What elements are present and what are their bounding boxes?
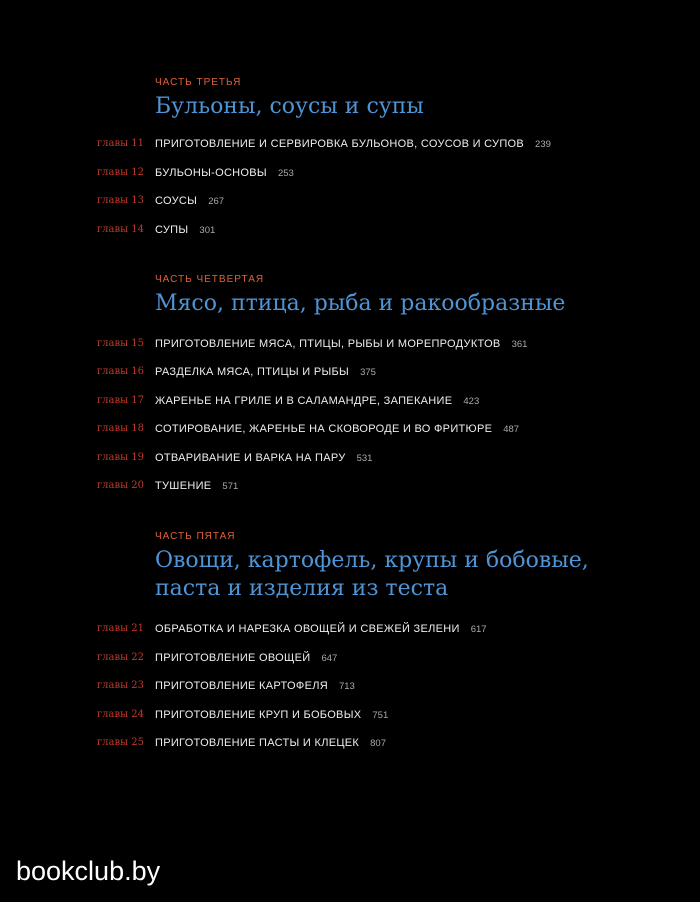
toc-entry[interactable] (0, 650, 700, 666)
chapter-number: главы 11 (96, 138, 144, 149)
part-title: Мясо, птица, рыба и ракообразные (155, 291, 566, 316)
toc-entry[interactable] (0, 336, 700, 352)
chapter-title: ПРИГОТОВЛЕНИЕ ОВОЩЕЙ 647 (155, 652, 338, 664)
page-number: 253 (277, 168, 294, 179)
page-number: 487 (503, 424, 520, 435)
chapter-title: ПРИГОТОВЛЕНИЕ ПАСТЫ И КЛЕЦЕК 807 (155, 737, 386, 749)
chapter-title: СОТИРОВАНИЕ, ЖАРЕНЬЕ НА СКОВОРОДЕ И ВО ФРИТЮРЕ 487 (155, 423, 520, 435)
page-number: 423 (463, 396, 480, 407)
chapter-title: ПРИГОТОВЛЕНИЕ КРУП И БОБОВЫХ 751 (155, 709, 389, 721)
chapter-number: главы 12 (96, 167, 144, 178)
chapter-number: главы 23 (96, 680, 144, 691)
toc-entry[interactable] (0, 621, 700, 637)
chapter-title: СОУСЫ 267 (155, 195, 225, 207)
toc-entry[interactable] (0, 222, 700, 238)
page-number: 361 (511, 339, 528, 350)
toc-entry[interactable] (0, 165, 700, 181)
toc-entry[interactable] (0, 478, 700, 494)
chapter-title: ПРИГОТОВЛЕНИЕ МЯСА, ПТИЦЫ, РЫБЫ И МОРЕПРОДУКТОВ 361 (155, 338, 528, 350)
page-number: 239 (535, 139, 551, 150)
toc-entry[interactable] (0, 421, 700, 437)
part-title: Бульоны, соусы и супы (155, 94, 424, 119)
chapter-number: главы 24 (96, 709, 144, 720)
chapter-number: главы 16 (96, 366, 144, 377)
page-number: 713 (338, 681, 355, 692)
toc-entry[interactable] (0, 707, 700, 723)
toc-entry[interactable] (0, 364, 700, 380)
page-number: 807 (370, 738, 386, 749)
part-label: ЧАСТЬ ТРЕТЬЯ (155, 77, 242, 88)
page-number: 267 (208, 196, 225, 207)
toc-entry[interactable] (0, 136, 700, 152)
chapter-title: ОБРАБОТКА И НАРЕЗКА ОВОЩЕЙ И СВЕЖЕЙ ЗЕЛЕНИ 617 (155, 623, 487, 635)
chapter-number: главы 19 (96, 452, 144, 463)
toc-entry[interactable] (0, 450, 700, 466)
chapter-title: ПРИГОТОВЛЕНИЕ И СЕРВИРОВКА БУЛЬОНОВ, СОУСОВ И СУПОВ 239 (155, 138, 551, 150)
chapter-title: ЖАРЕНЬЕ НА ГРИЛЕ И В САЛАМАНДРЕ, ЗАПЕКАНИЕ 423 (155, 395, 480, 407)
chapter-title: СУПЫ 301 (155, 224, 216, 236)
part-label: ЧАСТЬ ПЯТАЯ (155, 531, 236, 542)
part-title-line-1: Овощи, картофель, крупы и бобовые, (155, 548, 589, 573)
chapter-number: главы 22 (96, 652, 144, 663)
toc-entry[interactable] (0, 393, 700, 409)
chapter-number: главы 20 (96, 480, 144, 491)
chapter-number: главы 14 (96, 224, 144, 235)
chapter-title: ТУШЕНИЕ 571 (155, 480, 239, 492)
part-title-line-2: паста и изделия из теста (155, 576, 449, 601)
page-number: 751 (372, 710, 389, 721)
part-label: ЧАСТЬ ЧЕТВЕРТАЯ (155, 274, 265, 285)
chapter-title: ОТВАРИВАНИЕ И ВАРКА НА ПАРУ 531 (155, 452, 373, 464)
chapter-number: главы 21 (96, 623, 144, 634)
page-number: 375 (360, 367, 376, 378)
chapter-number: главы 18 (96, 423, 144, 434)
chapter-number: главы 15 (96, 338, 144, 349)
chapter-title: РАЗДЕЛКА МЯСА, ПТИЦЫ И РЫБЫ 375 (155, 366, 376, 378)
toc-entry[interactable] (0, 193, 700, 209)
watermark-text: bookclub.by (16, 856, 161, 886)
chapter-number: главы 17 (96, 395, 144, 406)
page-number: 531 (356, 453, 373, 464)
page-number: 301 (199, 225, 216, 236)
chapter-title: ПРИГОТОВЛЕНИЕ КАРТОФЕЛЯ 713 (155, 680, 355, 692)
toc-entry[interactable] (0, 678, 700, 694)
page-number: 617 (470, 624, 487, 635)
chapter-number: главы 13 (96, 195, 144, 206)
chapter-title: БУЛЬОНЫ-ОСНОВЫ 253 (155, 167, 294, 179)
chapter-number: главы 25 (96, 737, 144, 748)
page-number: 571 (222, 481, 239, 492)
page-number: 647 (321, 653, 338, 664)
toc-entry[interactable] (0, 735, 700, 751)
